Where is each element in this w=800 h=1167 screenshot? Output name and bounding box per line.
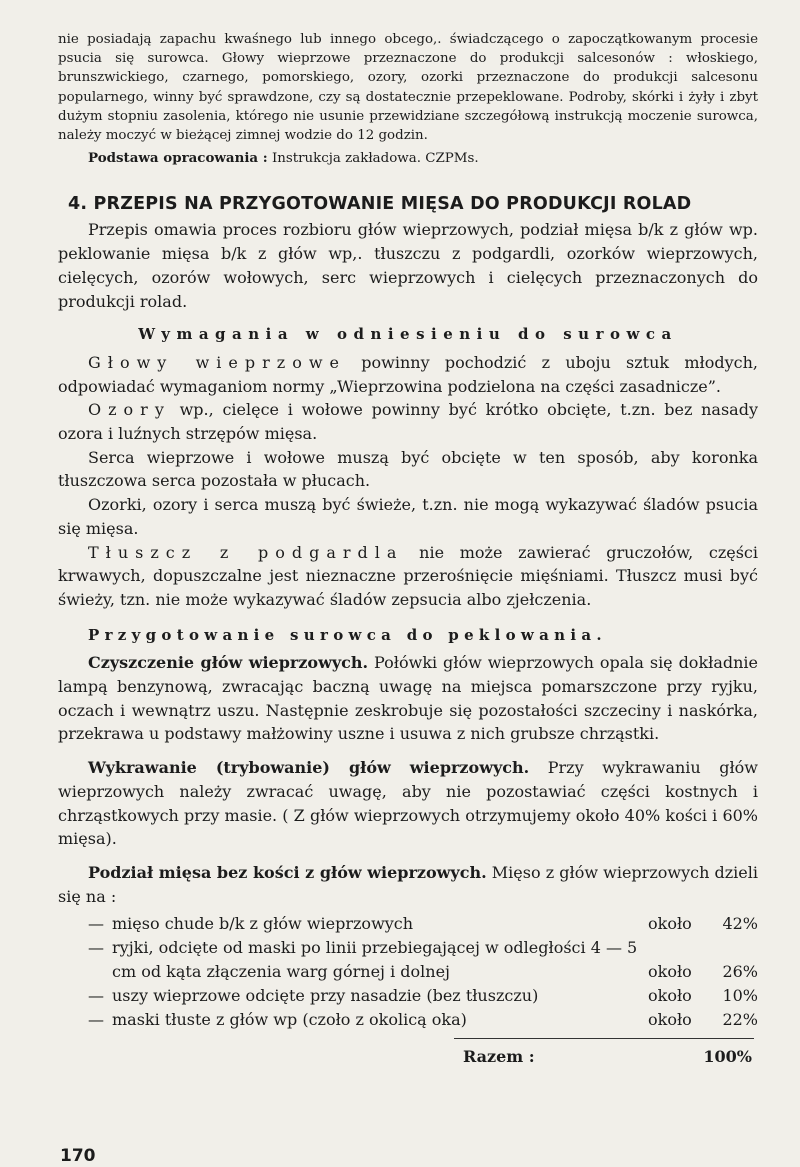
page [58, 30, 758, 1069]
table-row [58, 936, 758, 984]
preparation-heading: Przygotowanie surowca do peklowania. [88, 625, 607, 644]
requirement-fat-text: nie może zawierać gruczołów, części krwawych, dopuszczalne jest nieznaczne przerośnięcie mięśniami. Tłuszcz musi być świeży, tzn. nie może wykazywać śladów zepsucia albo zjełczenia. [58, 542, 759, 609]
row-dash: — [88, 938, 104, 958]
total-row [58, 1045, 758, 1069]
total-label: Razem : [463, 1047, 535, 1067]
requirement-tongues [58, 398, 758, 445]
cleaning-title: Czyszczenie głów wieprzowych. [88, 653, 369, 673]
table-row [58, 912, 758, 936]
source-text: Instrukcja zakładowa. CZPMs. [271, 151, 479, 167]
row-item: maski tłuste z głów wp (czoło z okolicą oka) [112, 1010, 467, 1030]
row-percent: 10% [722, 986, 758, 1006]
requirement-heads-term: Głowy wieprzowe [88, 352, 346, 372]
row-percent: 42% [722, 914, 758, 934]
row-approx: około [648, 962, 692, 982]
requirement-heads-text: powinny pochodzić z uboju sztuk młodych, odpowiadać wymaganiom normy „Wieprzowina podzielona na części zasadnicze”. [58, 352, 758, 396]
division-table [58, 912, 758, 1069]
section-body [58, 218, 758, 908]
row-approx: około [648, 986, 692, 1006]
row-dash: — [88, 914, 104, 934]
row-percent: 22% [722, 1010, 758, 1030]
source-line [58, 149, 758, 168]
intro-paragraph: nie posiadają zapachu kwaśnego lub innego obcego,. świadczącego o zapoczątkowanym procesie psucia się surowca. Głowy wieprzowe przeznaczone do produkcji salcesonów : włoskiego, brunszwickiego, czarnego, pomorskiego, ozory, ozorki przeznaczone do produkcji salcesonu popularnego, winny być sprawdzone, czy są dostatecznie przepeklowane. Podroby, skórki i żyły i zbyt dużym stopniu zasolenia, którego nie usunie przewidziane szczegółową instrukcją moczenie surowca, należy moczyć w bieżącej zimnej wodzie do 12 godzin. [58, 32, 758, 144]
row-percent: 26% [722, 962, 758, 982]
row-dash: — [88, 986, 104, 1006]
intro-block [58, 30, 758, 168]
total-rule [454, 1038, 754, 1039]
total-value: 100% [703, 1047, 752, 1067]
requirement-tongues-term: Ozory [88, 400, 171, 420]
table-row [58, 984, 758, 1008]
cleaning-paragraph [58, 651, 758, 746]
source-label: Podstawa opracowania : [88, 150, 268, 167]
requirement-tongues-text: wp., cielęce i wołowe powinny być krótko obcięte, t.zn. bez nasady ozora i luźnych strzępów mięsa. [58, 400, 759, 444]
requirement-hearts: Serca wieprzowe i wołowe muszą być obcięte w ten sposób, aby koronka tłuszczowa serca pozostała w płucach. [58, 447, 758, 491]
row-item: uszy wieprzowe odcięte przy nasadzie (bez tłuszczu) [112, 986, 539, 1006]
cleaning-text: Połówki głów wieprzowych opala się dokładnie lampą benzynową, zwracając baczną uwagę na miejsca pomarszczone przy ryjku, oczach i wewnątrz uszu. Następnie zeskrobuje się pozostałości szczeciny i naskórka, przekrawa u podstawy małżowiny uszne i usuwa z nich grubsze chrząstki. [58, 653, 758, 744]
section-intro: Przepis omawia proces rozbioru głów wieprzowych, podział mięsa b/k z głów wp. peklowanie mięsa b/k z głów wp,. tłuszczu z podgardli, ozorków wieprzowych, cielęcych, ozorów wołowych, serc wieprzowych i cielęcych przeznaczonych do produkcji rolad. [58, 220, 758, 311]
row-approx: około [648, 914, 692, 934]
boning-paragraph [58, 756, 758, 851]
division-title: Podział mięsa bez kości z głów wieprzowych. [88, 863, 487, 882]
row-approx: około [648, 1010, 692, 1030]
requirement-fat-term: Tłuszcz z podgardla [88, 542, 404, 562]
section-heading: 4. PRZEPIS NA PRZYGOTOWANIE MIĘSA DO PRODUKCJI ROLAD [68, 194, 692, 215]
row-dash: — [88, 1010, 104, 1030]
page-number: 170 [60, 1146, 96, 1166]
requirement-freshness: Ozorki, ozory i serca muszą być świeże, t.zn. nie mogą wykazywać śladów psucia się mięsa. [58, 495, 758, 538]
table-row [58, 1008, 758, 1032]
requirement-heads [58, 351, 758, 398]
boning-title: Wykrawanie (trybowanie) głów wieprzowych. [88, 758, 530, 778]
division-text: Mięso z głów wieprzowych dzieli się na : [58, 863, 758, 906]
division-paragraph [58, 861, 758, 908]
requirement-fat [58, 541, 758, 612]
row-item: mięso chude b/k z głów wieprzowych [112, 914, 414, 934]
requirements-heading: Wymagania w odniesieniu do surowca [138, 325, 678, 344]
row-item: ryjki, odcięte od maski po linii przebiegającej w odległości 4 — 5 cm od kąta złączenia warg górnej i dolnej [112, 938, 638, 982]
boning-text: Przy wykrawaniu głów wieprzowych należy zwracać uwagę, aby nie pozostawiać części kostnych i chrząstkowych przy masie. ( Z głów wieprzowych otrzymujemy około 40% kości i 60% mięsa). [58, 758, 758, 849]
